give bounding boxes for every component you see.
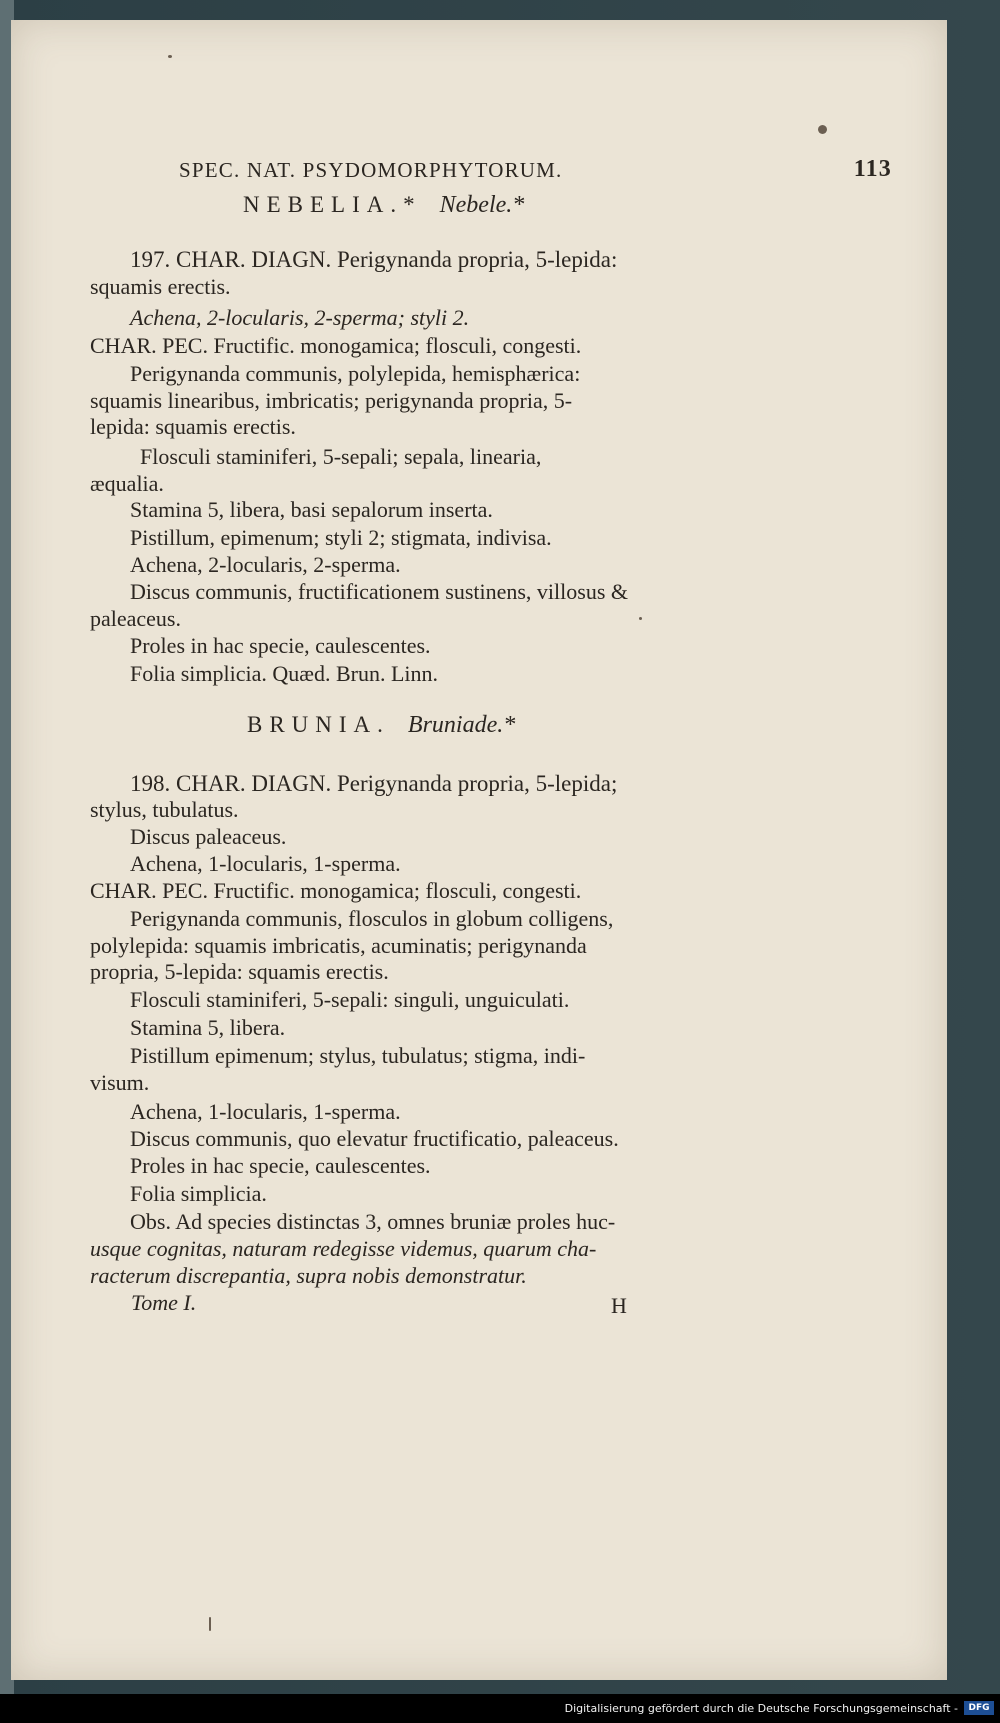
text-line: Pistillum, epimenum; styli 2; stigmata, indivisa.: [130, 525, 552, 550]
text-line: visum.: [90, 1070, 150, 1095]
text-line: Achena, 1-locularis, 1-sperma.: [130, 851, 401, 876]
text-line: CHAR. PEC. Fructific. monogamica; flosculi, congesti.: [90, 333, 582, 358]
text-line: Flosculi staminiferi, 5-sepali: singuli, unguiculati.: [130, 987, 570, 1012]
paper-speck: [639, 617, 642, 620]
text-line: squamis erectis.: [90, 274, 231, 299]
text-line: 198. CHAR. DIAGN. Perigynanda propria, 5-lepida;: [130, 771, 618, 796]
signature-mark: H: [611, 1293, 627, 1318]
volume-mark: Tome I.: [131, 1290, 197, 1315]
text-line: Folia simplicia. Quæd. Brun. Linn.: [130, 661, 438, 686]
text-line: æqualia.: [90, 471, 164, 496]
text-line: paleaceus.: [90, 606, 181, 631]
text-line: lepida: squamis erectis.: [90, 414, 296, 439]
text-line: squamis linearibus, imbricatis; perigynanda propria, 5-: [90, 388, 573, 413]
text-line: CHAR. PEC. Fructific. monogamica; flosculi, congesti.: [90, 878, 582, 903]
text-line: Proles in hac specie, caulescentes.: [130, 633, 431, 658]
text-line: Stamina 5, libera, basi sepalorum inserta.: [130, 497, 493, 522]
genus-heading-brunia: [247, 712, 515, 739]
genus-vernacular: Bruniade.*: [407, 712, 516, 738]
text-line: Discus communis, quo elevatur fructificatio, paleaceus.: [130, 1126, 619, 1151]
genus-name: NEBELIA.*: [243, 192, 422, 217]
text-line: Flosculi staminiferi, 5-sepali; sepala, linearia,: [140, 444, 542, 469]
text-line: Achena, 2-locularis, 2-sperma; styli 2.: [130, 305, 470, 330]
paper-speck: [209, 1617, 211, 1631]
genus-vernacular: Nebele.*: [439, 192, 525, 218]
genus-name: BRUNIA.: [247, 712, 390, 737]
dfg-logo: DFG: [964, 1701, 994, 1715]
text-line: propria, 5-lepida: squamis erectis.: [90, 959, 389, 984]
text-line: Folia simplicia.: [130, 1181, 267, 1206]
text-line: Proles in hac specie, caulescentes.: [130, 1153, 431, 1178]
text-line: Stamina 5, libera.: [130, 1015, 286, 1040]
text-line: Discus paleaceus.: [130, 824, 287, 849]
text-line: polylepida: squamis imbricatis, acuminatis; perigynanda: [90, 933, 587, 958]
running-header: [179, 158, 919, 183]
paper-speck: [818, 125, 827, 134]
text-line: Achena, 1-locularis, 1-sperma.: [130, 1099, 401, 1124]
running-title: SPEC. NAT. PSYDOMORPHYTORUM.: [179, 158, 563, 182]
text-line: 197. CHAR. DIAGN. Perigynanda propria, 5-lepida:: [130, 247, 618, 272]
genus-heading-nebelia: [243, 192, 524, 219]
text-line: Perigynanda communis, polylepida, hemisphærica:: [130, 361, 581, 386]
page-number: 113: [853, 156, 892, 182]
text-line: Pistillum epimenum; stylus, tubulatus; stigma, indi-: [130, 1043, 586, 1068]
text-line: Perigynanda communis, flosculos in globum colligens,: [130, 906, 614, 931]
book-page: [11, 20, 947, 1680]
credit-text: Digitalisierung gefördert durch die Deutsche Forschungsgemeinschaft -: [564, 1702, 958, 1715]
text-line: usque cognitas, naturam redegisse videmus, quarum cha-: [90, 1236, 597, 1261]
text-line: Discus communis, fructificationem sustinens, villosus &: [130, 579, 629, 604]
paper-speck: [168, 55, 172, 58]
credit-bar: [0, 1694, 1000, 1723]
text-line: Achena, 2-locularis, 2-sperma.: [130, 552, 401, 577]
text-line: racterum discrepantia, supra nobis demonstratur.: [90, 1263, 527, 1288]
text-line: Obs. Ad species distinctas 3, omnes bruniæ proles huc-: [130, 1209, 616, 1234]
text-line: stylus, tubulatus.: [90, 797, 239, 822]
